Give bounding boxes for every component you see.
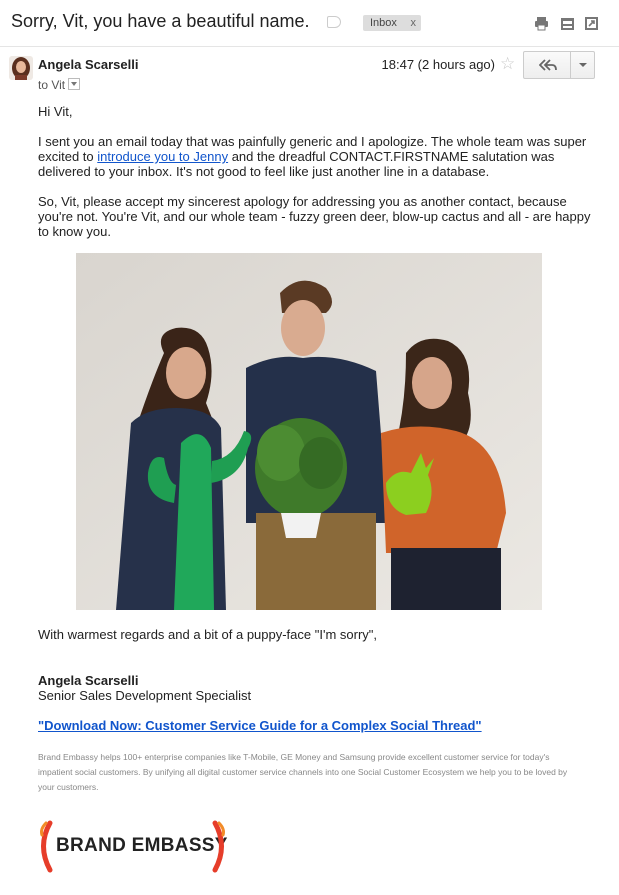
signature-title: Senior Sales Development Specialist <box>38 688 252 703</box>
star-icon[interactable]: ☆ <box>500 54 516 73</box>
message-time: 18:47 (2 hours ago) <box>381 57 495 72</box>
team-photo <box>76 253 542 610</box>
sender-name[interactable]: Angela Scarselli <box>38 57 139 72</box>
reply-button-group <box>523 51 595 79</box>
closing-line: With warmest regards and a bit of a puppy-face "I'm sorry", <box>38 627 378 642</box>
signature-name: Angela Scarselli <box>38 673 139 688</box>
new-window-icon[interactable] <box>560 16 575 31</box>
greeting: Hi Vit, <box>38 104 73 119</box>
download-guide-link[interactable]: "Download Now: Customer Service Guide for a Complex Social Thread" <box>38 718 482 733</box>
recipient-line <box>38 78 80 92</box>
subject-bar <box>0 0 619 47</box>
brand-embassy-logo[interactable] <box>36 819 231 874</box>
introduce-jenny-link[interactable]: introduce you to Jenny <box>97 149 229 164</box>
label-icon[interactable] <box>327 16 341 28</box>
avatar[interactable] <box>9 56 33 80</box>
logo-text: BRAND EMBASSY <box>56 835 228 856</box>
paragraph-1-start: I sent you an email today that was painfully generic and I apologize. The whole team was super excited to <box>38 134 587 164</box>
print-icon[interactable] <box>534 16 549 31</box>
company-disclaimer: Brand Embassy helps 100+ enterprise companies like T-Mobile, GE Money and Samsung provide excellent customer service for today's impatient social customers. By unifying all digital customer service channels into one Social Customer Ecosystem we help you to be loved by your customers. <box>38 752 568 792</box>
recipient-text: to Vit <box>38 78 66 92</box>
paragraph-1-end: and the dreadful CONTACT.FIRSTNAME salutation was delivered to your inbox. It's not good to feel like just another line in a database. <box>38 149 555 179</box>
body-paragraph-1 <box>38 134 598 179</box>
logo-right-bracket-icon <box>211 819 229 874</box>
logo-left-bracket-icon <box>36 819 54 874</box>
show-details-dropdown-icon[interactable] <box>68 78 80 90</box>
body-paragraph-2: So, Vit, please accept my sincerest apology for addressing you as another contact, because you're not. You're Vit, and our whole team - fuzzy green deer, blow-up cactus and all - are happy to know you. <box>38 194 591 239</box>
inbox-label-text: Inbox <box>370 17 397 29</box>
more-actions-button[interactable] <box>571 52 594 78</box>
inbox-label-tag[interactable] <box>363 15 421 31</box>
email-subject: Sorry, Vit, you have a beautiful name. <box>11 11 310 31</box>
reply-all-button[interactable] <box>524 52 571 78</box>
message-header <box>0 50 619 90</box>
remove-label-button[interactable]: x <box>410 17 416 29</box>
archive-icon[interactable] <box>584 16 599 31</box>
